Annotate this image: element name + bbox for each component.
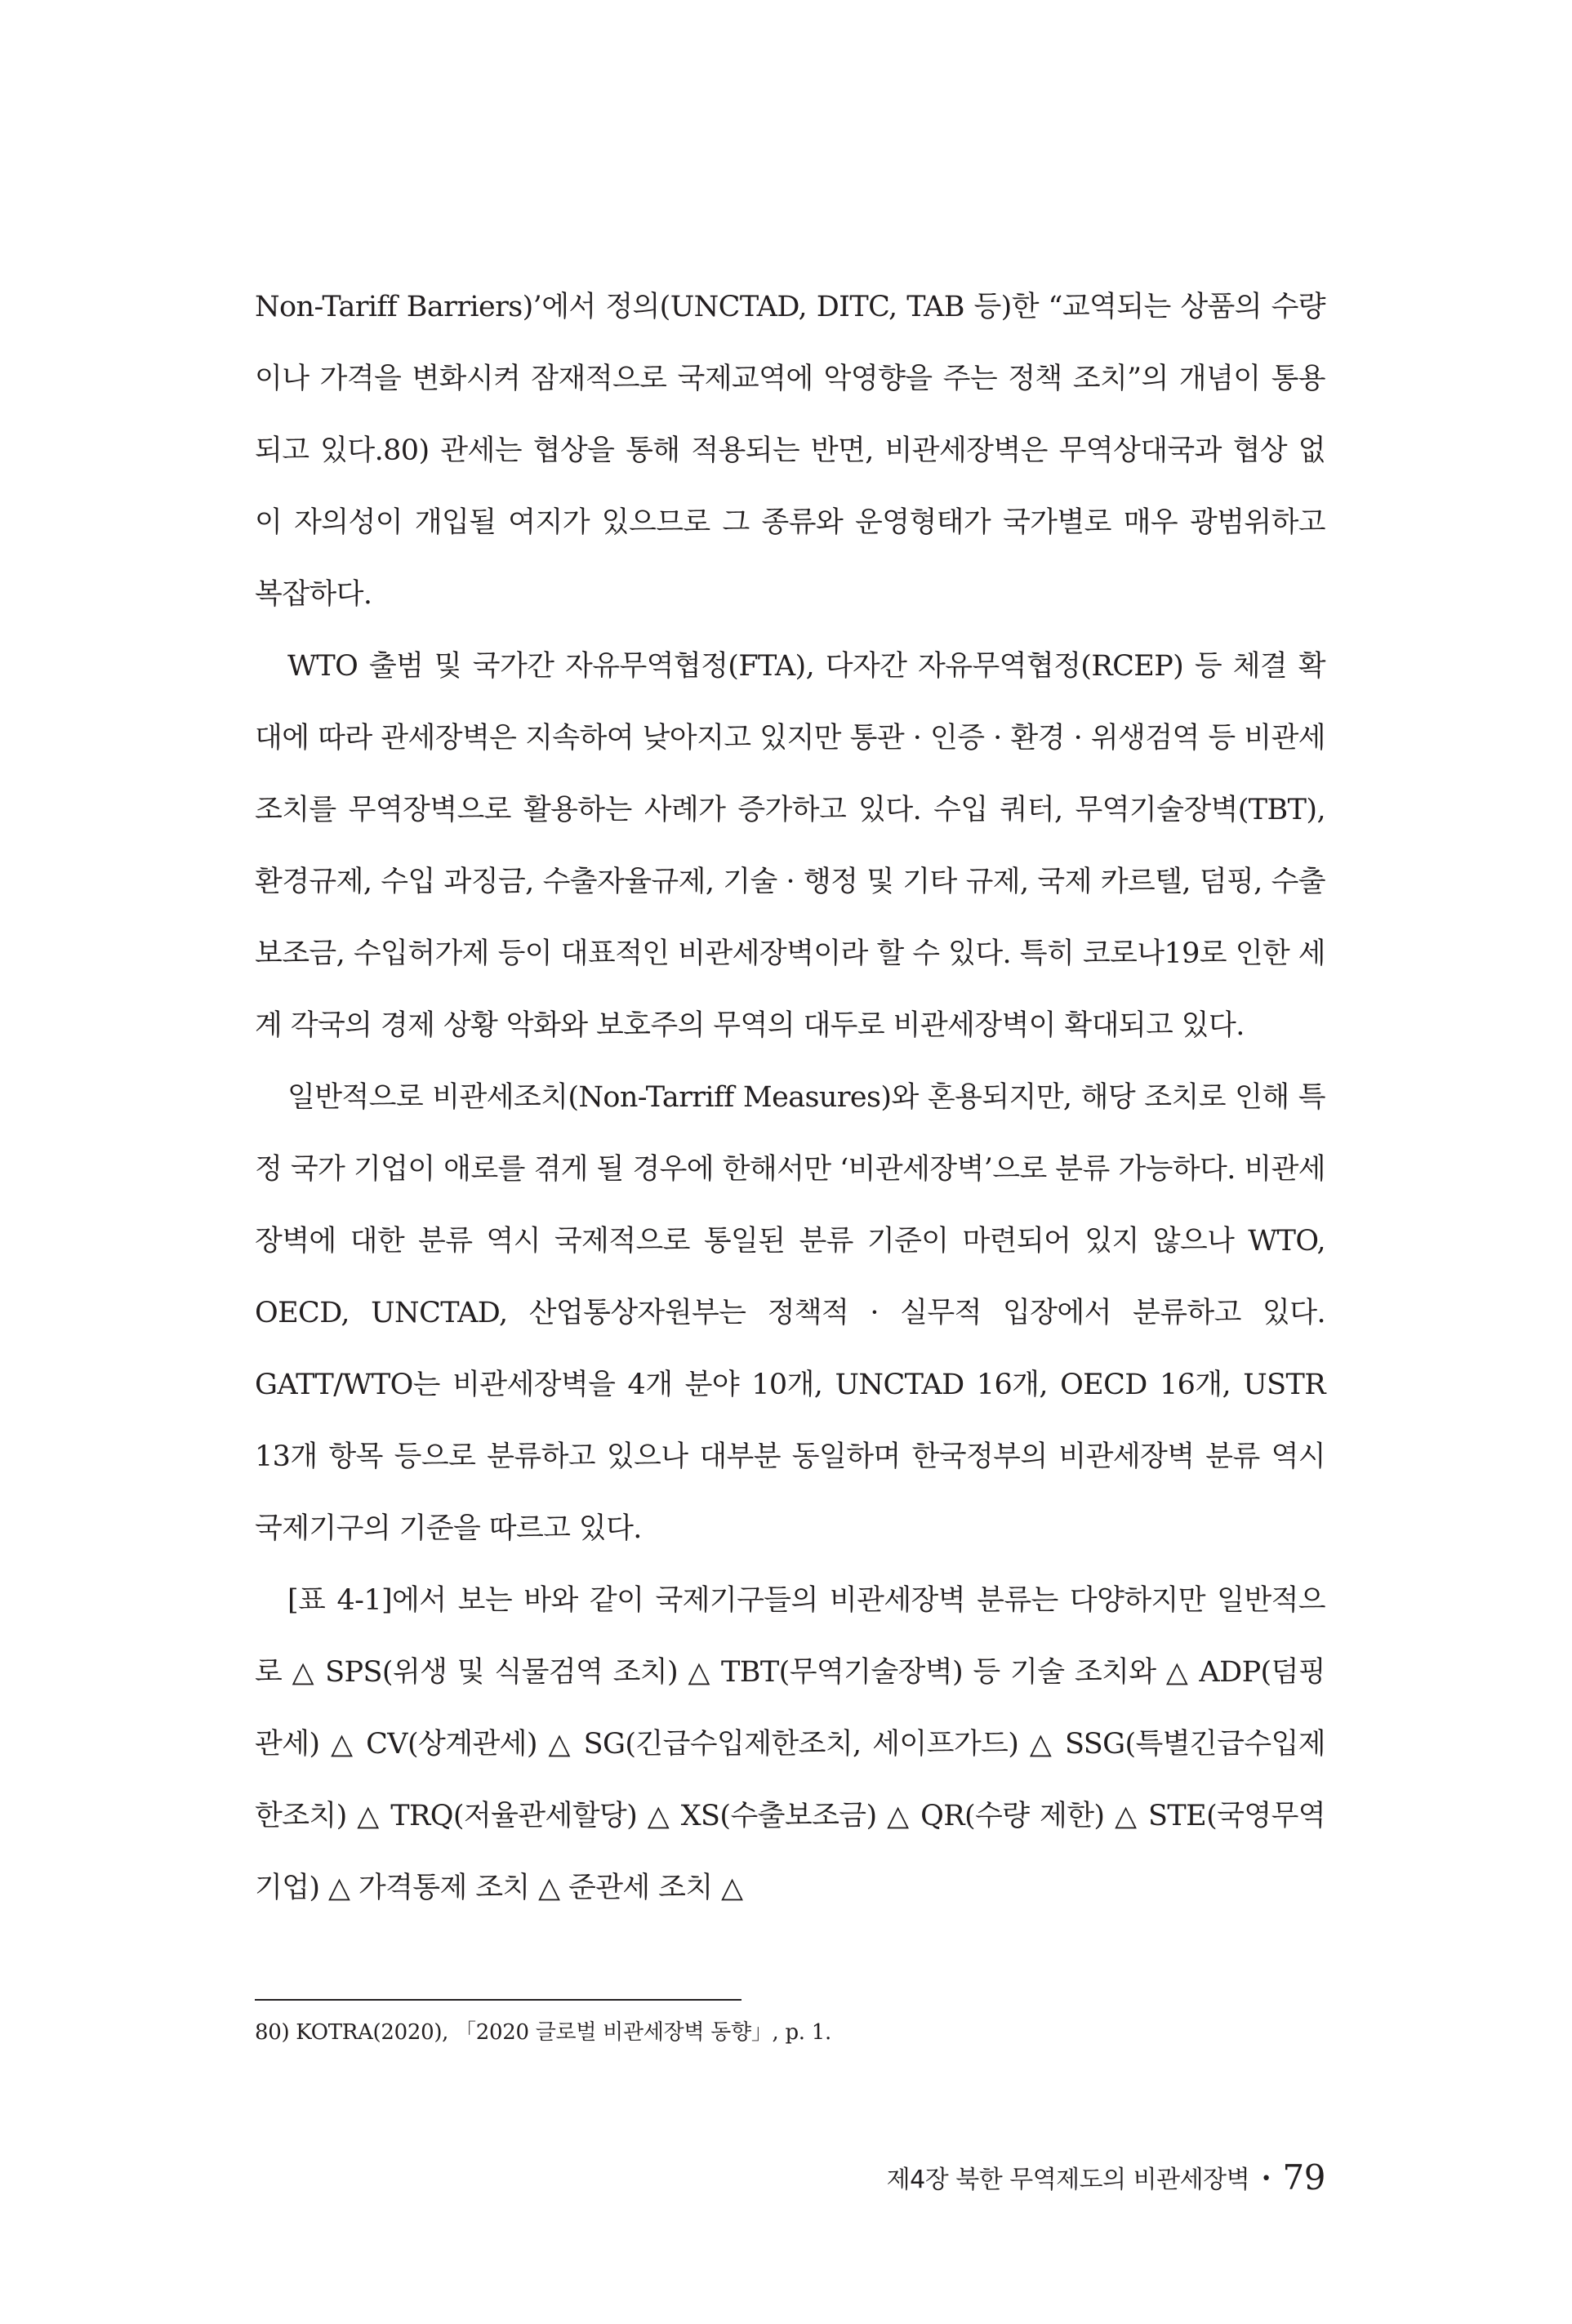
body-text <box>255 271 1325 1924</box>
paragraph: 일반적으로 비관세조치(Non-Tarriff Measures)와 혼용되지만, 해당 조치로 인해 특정 국가 기업이 애로를 겪게 될 경우에 한해서만 ‘비관세장벽’으로 분류 가능하다. 비관세장벽에 대한 분류 역시 국제적으로 통일된 분류 기준이 마련되어 있지 않으나 WTO, OECD, UNCTAD, 산업통상자원부는 정책적 · 실무적 입장에서 분류하고 있다. GATT/WTO는 비관세장벽을 4개 분야 10개, UNCTAD 16개, OECD 16개, USTR 13개 항목 등으로 분류하고 있으나 대부분 동일하며 한국정부의 비관세장벽 분류 역시 국제기구의 기준을 따르고 있다. <box>255 1081 1325 1545</box>
paragraph: [표 4-1]에서 보는 바와 같이 국제기구들의 비관세장벽 분류는 다양하지만 일반적으로 △ SPS(위생 및 식물검역 조치) △ TBT(무역기술장벽) 등 기술 조치와 △ ADP(덤핑관세) △ CV(상계관세) △ SG(긴급수입제한조치, 세이프가드) △ SSG(특별긴급수입제한조치) △ TRQ(저율관세할당) △ XS(수출보조금) △ QR(수량 제한) △ STE(국영무역기업) △ 가격통제 조치 △ 준관세 조치 △ <box>255 1584 1325 1904</box>
page-number: 79 <box>1282 2157 1325 2197</box>
page-footer <box>887 2153 1325 2205</box>
paragraph: Non-Tariff Barriers)’에서 정의(UNCTAD, DITC, TAB 등)한 “교역되는 상품의 수량이나 가격을 변화시켜 잠재적으로 국제교역에 악영향을 주는 정책 조치”의 개념이 통용되고 있다.80) 관세는 협상을 통해 적용되는 반면, 비관세장벽은 무역상대국과 협상 없이 자의성이 개입될 여지가 있으므로 그 종류와 운영형태가 국가별로 매우 광범위하고 복잡하다. <box>255 291 1325 611</box>
footnote-divider <box>255 1999 741 2001</box>
running-chapter-title: 제4장 북한 무역제도의 비관세장벽 <box>886 2166 1250 2194</box>
footer-separator: • <box>1261 2169 1271 2189</box>
footnote: 80) KOTRA(2020), 「2020 글로벌 비관세장벽 동향」, p. 1. <box>255 2020 831 2045</box>
paragraph: WTO 출범 및 국가간 자유무역협정(FTA), 다자간 자유무역협정(RCEP) 등 체결 확대에 따라 관세장벽은 지속하여 낮아지고 있지만 통관 · 인증 · 환경 · 위생검역 등 비관세 조치를 무역장벽으로 활용하는 사례가 증가하고 있다. 수입 쿼터, 무역기술장벽(TBT), 환경규제, 수입 과징금, 수출자율규제, 기술 · 행정 및 기타 규제, 국제 카르텔, 덤핑, 수출보조금, 수입허가제 등이 대표적인 비관세장벽이라 할 수 있다. 특히 코로나19로 인한 세계 각국의 경제 상황 악화와 보호주의 무역의 대두로 비관세장벽이 확대되고 있다. <box>255 650 1325 1042</box>
